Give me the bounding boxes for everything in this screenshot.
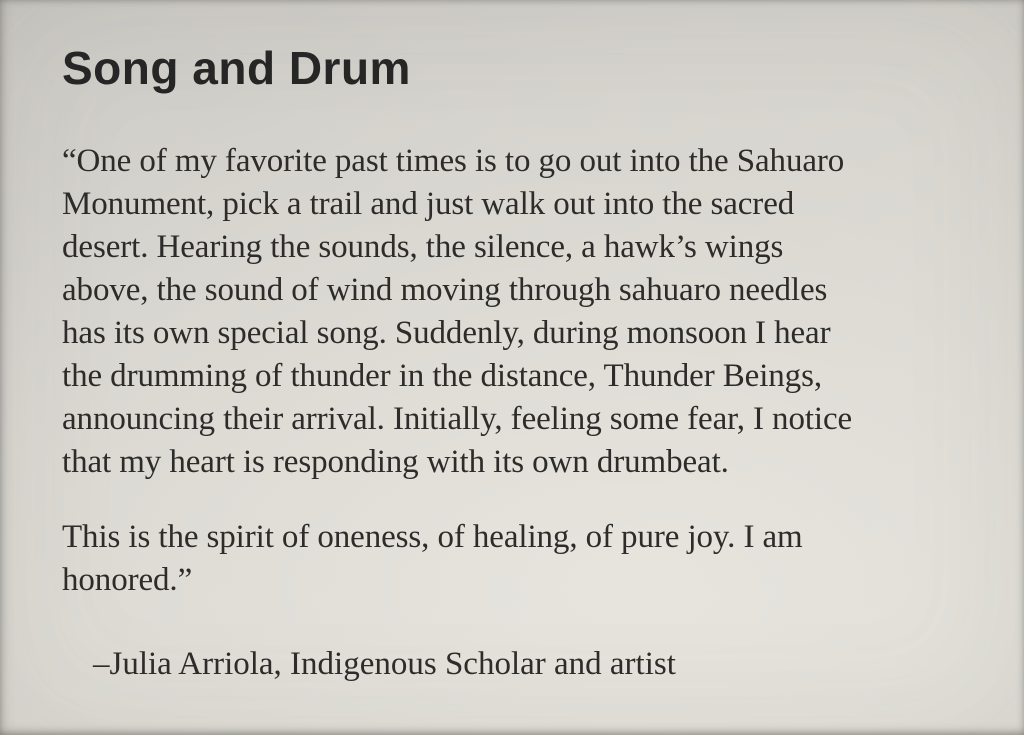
quote-line: the drumming of thunder in the distance, Thunder Beings, <box>62 358 822 394</box>
quote-block <box>62 140 994 602</box>
quote-line: desert. Hearing the sounds, the silence, a hawk’s wings <box>62 229 784 265</box>
quote-paragraph-2 <box>62 516 994 602</box>
panel-title: Song and Drum <box>62 42 411 94</box>
quote-line: above, the sound of wind moving through sahuaro needles <box>62 272 828 308</box>
quote-line: announcing their arrival. Initially, feeling some fear, I notice <box>62 401 853 437</box>
quote-line: “One of my favorite past times is to go out into the Sahuaro <box>62 143 845 179</box>
quote-line: This is the spirit of oneness, of healing, of pure joy. I am <box>62 519 803 555</box>
quote-line: honored.” <box>62 562 193 598</box>
quote-line: Monument, pick a trail and just walk out into the sacred <box>62 186 795 222</box>
attribution-line: –Julia Arriola, Indigenous Scholar and artist <box>93 646 676 682</box>
quote-paragraph-1 <box>62 140 994 484</box>
quote-line: has its own special song. Suddenly, during monsoon I hear <box>62 315 831 351</box>
quote-line: that my heart is responding with its own drumbeat. <box>62 444 729 480</box>
